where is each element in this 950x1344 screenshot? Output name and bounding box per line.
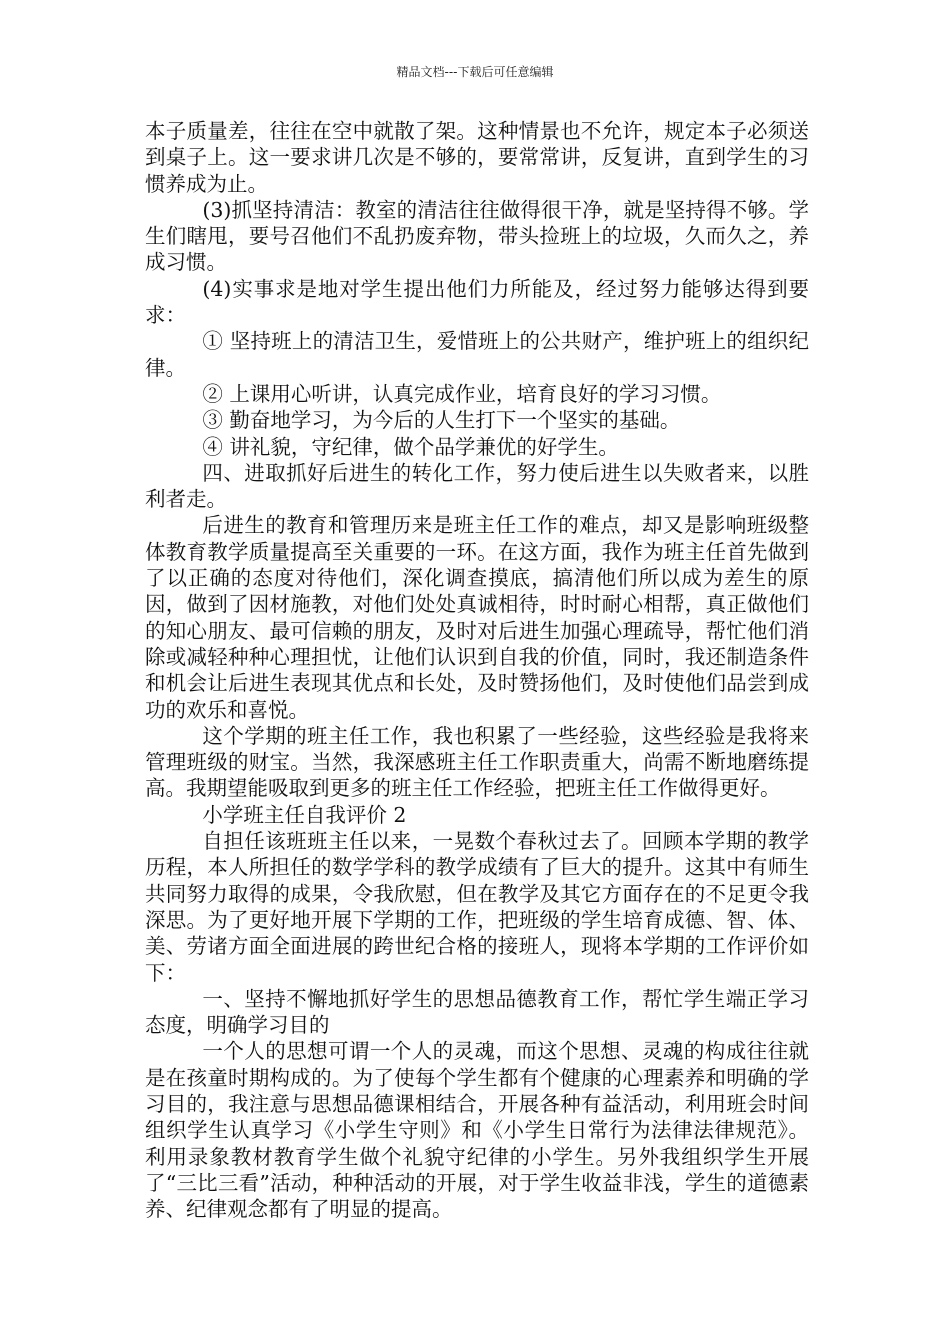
- list-item: ② 上课用心听讲，认真完成作业，培育良好的学习习惯。: [202, 381, 722, 406]
- paragraph: 这个学期的班主任工作，我也积累了一些经验，这些经验是我将来管理班级的财宝。当然，我深感班主任工作职责重大，尚需不断地磨练提高。我期望能吸取到更多的班主任工作经验，把班主任工作做得更好。: [145, 723, 809, 801]
- list-item: ① 坚持班上的清洁卫生，爱惜班上的公共财产，维护班上的组织纪律。: [145, 329, 809, 380]
- list-item: ④ 讲礼貌，守纪律，做个品学兼优的好学生。: [202, 434, 619, 459]
- paragraph: (4)实事求是地对学生提出他们力所能及，经过努力能够达得到要求：: [145, 276, 809, 328]
- section-heading: 四、进取抓好后进生的转化工作，努力使后进生以失败者来，以胜利者走。: [145, 460, 809, 512]
- document-subtitle: 小学班主任自我评价 2: [202, 802, 407, 827]
- paragraph: 一个人的思想可谓一个人的灵魂，而这个思想、灵魂的构成往往就是在孩童时期构成的。为了使每个学生都有个健康的心理素养和明确的学习目的，我注意与思想品德课相结合，开展各种有益活动，利用班会时间组织学生认真学习《小学生守则》和《小学生日常行为法律法律规范》。利用录象教材教育学生做个礼貌守纪律的小学生。另外我组织学生开展了“三比三看”活动，种种活动的开展，对于学生收益非浅，学生的道德素养、纪律观念都有了明显的提高。: [145, 1039, 809, 1222]
- paragraph: 后进生的教育和管理历来是班主任工作的难点，却又是影响班级整体教育教学质量提高至关重要的一环。在这方面，我作为班主任首先做到了以正确的态度对待他们，深化调查摸底，搞清他们所以成为差生的原因，做到了因材施教，对他们处处真诚相待，时时耐心相帮，真正做他们的知心朋友、最可信赖的朋友，及时对后进生加强心理疏导，帮忙他们消除或减轻种种心理担忧，让他们认识到自我的价值，同时，我还制造条件和机会让后进生表现其优点和长处，及时赞扬他们，及时使他们品尝到成功的欢乐和喜悦。: [145, 513, 809, 722]
- paragraph: 本子质量差，往往在空中就散了架。这种情景也不允许，规定本子必须送到桌子上。这一要求讲几次是不够的，要常常讲，反复讲，直到学生的习惯养成为止。: [145, 119, 809, 196]
- paragraph: 自担任该班班主任以来，一晃数个春秋过去了。回顾本学期的教学历程，本人所担任的数学学科的教学成绩有了巨大的提升。这其中有师生共同努力取得的成果，令我欣慰，但在教学及其它方面存在的不足更令我深思。为了更好地开展下学期的工作，把班级的学生培育成德、智、体、美、劳诸方面全面进展的跨世纪合格的接班人，现将本学期的工作评价如下：: [145, 829, 809, 985]
- section-heading: 一、坚持不懈地抓好学生的思想品德教育工作，帮忙学生端正学习态度，明确学习目的: [145, 986, 809, 1038]
- document-body: [145, 118, 809, 1222]
- page-header: 精品文档---下载后可任意编辑: [396, 65, 554, 79]
- paragraph: (3)抓坚持清洁：教室的清洁往往做得很干净，就是坚持得不够。学生们瞎甩，要号召他们不乱扔废弃物，带头捡班上的垃圾，久而久之，养成习惯。: [145, 197, 809, 275]
- list-item: ③ 勤奋地学习，为今后的人生打下一个坚实的基础。: [202, 408, 681, 433]
